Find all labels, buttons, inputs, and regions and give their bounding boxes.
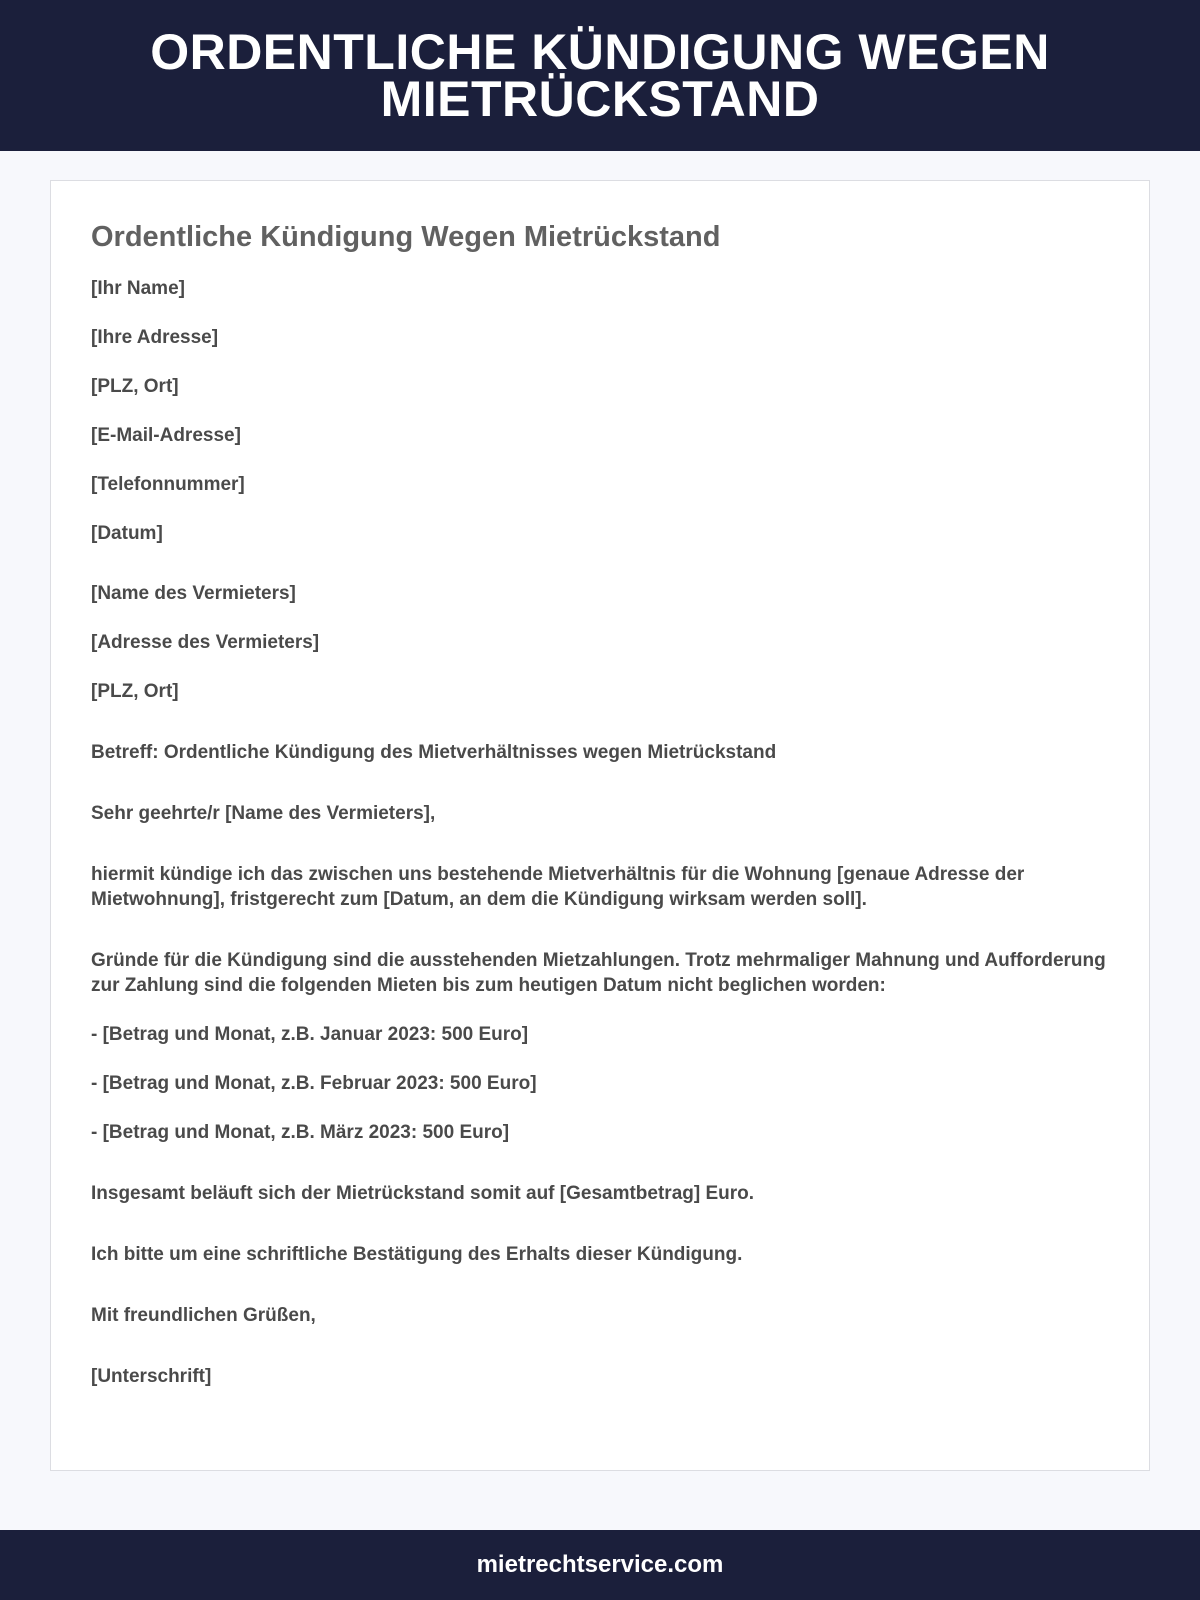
letter-total: Insgesamt beläuft sich der Mietrückstand somit auf [Gesamtbetrag] Euro.	[91, 1183, 755, 1204]
recipient-name: [Name des Vermieters]	[91, 583, 296, 604]
letter-card	[50, 180, 1150, 1471]
letter-title: Ordentliche Kündigung Wegen Mietrückstand	[91, 221, 721, 253]
letter-subject: Betreff: Ordentliche Kündigung des Mietverhältnisses wegen Mietrückstand	[91, 742, 777, 763]
letter-paragraph-intro: hiermit kündige ich das zwischen uns bestehende Mietverhältnis für die Wohnung [genaue Adresse der Mietwohnung], fristgerecht zum [Datum, an dem die Kündigung wirksam werden soll].	[91, 864, 1025, 910]
sender-zip-city: [PLZ, Ort]	[91, 376, 179, 397]
footer-site-name: mietrechtservice.com	[476, 1551, 724, 1578]
sender-email: [E-Mail-Adresse]	[91, 425, 241, 446]
arrears-item: - [Betrag und Monat, z.B. Februar 2023: 500 Euro]	[91, 1073, 537, 1094]
arrears-item: - [Betrag und Monat, z.B. März 2023: 500 Euro]	[91, 1122, 510, 1143]
letter-paragraph-reasons: Gründe für die Kündigung sind die ausstehenden Mietzahlungen. Trotz mehrmaliger Mahnung und Aufforderung zur Zahlung sind die folgenden Mieten bis zum heutigen Datum nicht beglichen worden:	[91, 950, 1106, 996]
letter-date: [Datum]	[91, 523, 163, 544]
letter-salutation: Sehr geehrte/r [Name des Vermieters],	[91, 803, 436, 824]
sender-name: [Ihr Name]	[91, 278, 185, 299]
letter-closing: Mit freundlichen Grüßen,	[91, 1305, 316, 1326]
site-header	[0, 0, 1200, 151]
site-footer	[0, 1530, 1200, 1600]
arrears-item: - [Betrag und Monat, z.B. Januar 2023: 500 Euro]	[91, 1024, 529, 1045]
page-title: ORDENTLICHE KÜNDIGUNG WEGEN MIETRÜCKSTAND	[150, 23, 1050, 127]
letter-confirmation-request: Ich bitte um eine schriftliche Bestätigung des Erhalts dieser Kündigung.	[91, 1244, 743, 1265]
sender-block	[91, 276, 1109, 546]
signature-placeholder: [Unterschrift]	[91, 1366, 212, 1387]
recipient-block	[91, 581, 1109, 704]
sender-address: [Ihre Adresse]	[91, 327, 219, 348]
recipient-address: [Adresse des Vermieters]	[91, 632, 320, 653]
arrears-list	[91, 1022, 1109, 1145]
sender-phone: [Telefonnummer]	[91, 474, 245, 495]
recipient-zip-city: [PLZ, Ort]	[91, 681, 179, 702]
